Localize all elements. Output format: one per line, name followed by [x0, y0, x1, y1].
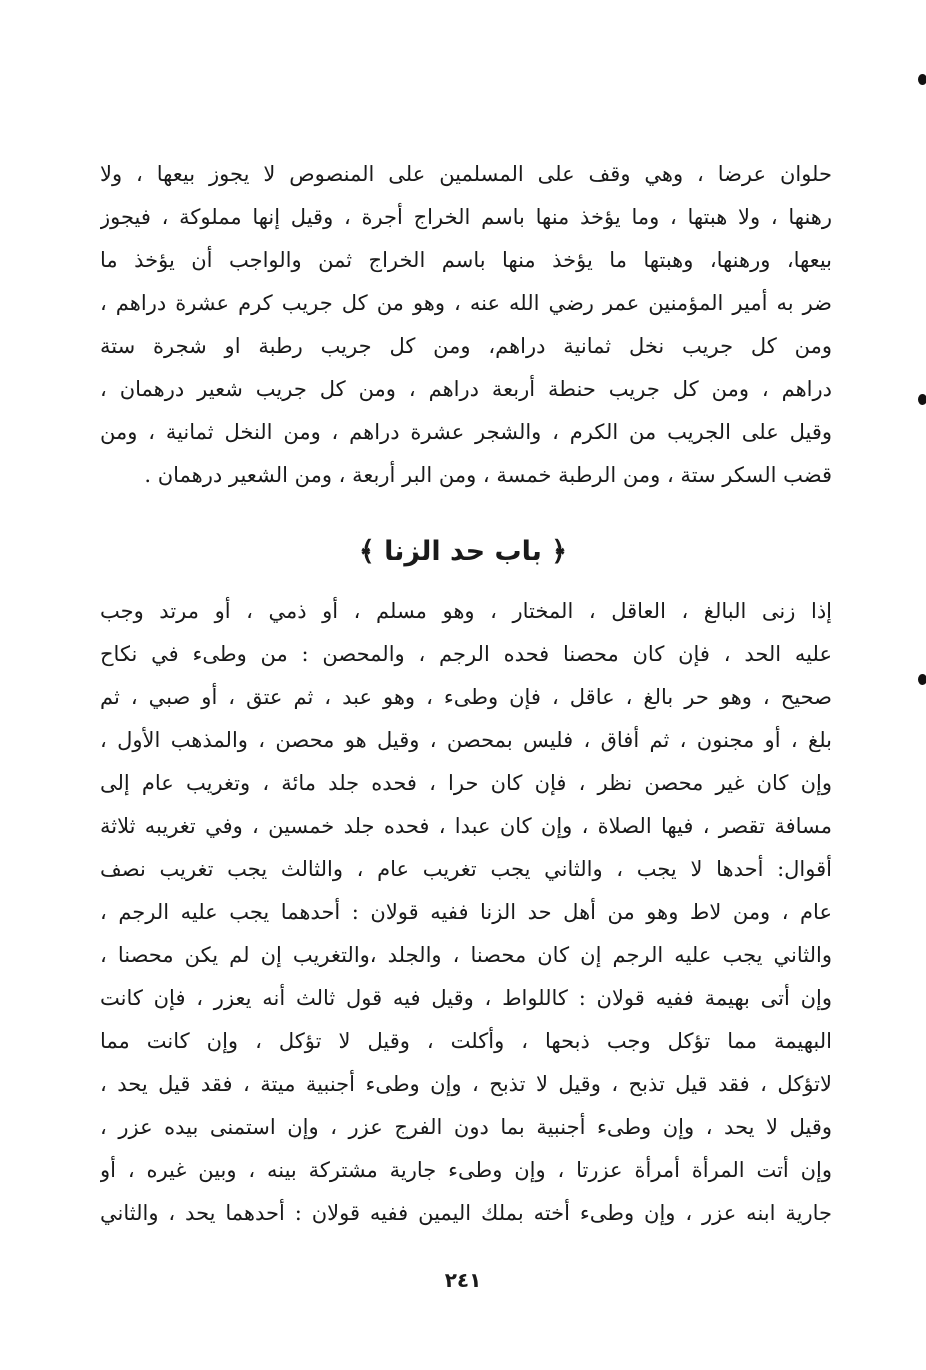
text-line: ضر به أمير المؤمنين عمر رضي الله عنه ، وهو من كل جريب كرم عشرة دراهم ، [100, 291, 832, 315]
text-line: وإن أتى بهيمة ففيه قولان : كاللواط ، وقيل فيه قول ثالث أنه يعزر ، فإن كانت [100, 986, 832, 1010]
text-line: دراهم ، ومن كل جريب حنطة أربعة دراهم ، ومن كل جريب شعير درهمان ، [100, 377, 832, 401]
text-line: ومن كل جريب نخل ثمانية دراهم، ومن كل جريب رطبة او شجرة ستة [100, 334, 832, 358]
text-line: والثاني يجب عليه الرجم إن كان محصنا ، والجلد ،والتغريب إن لم يكن محصنا ، [100, 943, 832, 967]
text-line: وقيل على الجريب من الكرم ، والشجر عشرة دراهم ، ومن النخل ثمانية ، ومن [100, 420, 832, 444]
text-line: البهيمة مما تؤكل وجب ذبحها ، وأكلت ، وقيل لا تؤكل ، وإن كانت مما [100, 1029, 832, 1053]
text-line: قضب السكر ستة ، ومن الرطبة خمسة ، ومن البر أربعة ، ومن الشعير درهمان . [144, 463, 832, 487]
paragraph-kharaj [100, 153, 832, 497]
text-line: مسافة تقصر ، فيها الصلاة ، وإن كان عبدا ، فحده جلد خمسين ، وفي تغريبه ثلاثة [100, 814, 832, 838]
text-line: وإن كان غير محصن نظر ، فإن كان حرا ، فحده جلد مائة ، وتغريب عام إلى [100, 771, 832, 795]
text-line: أقوال: أحدها لا يجب ، والثاني يجب تغريب عام ، والثالث يجب تغريب نصف [100, 857, 832, 881]
page-number: ٢٤١ [444, 1268, 482, 1292]
paragraph-zina [100, 590, 832, 1235]
text-line: رهنها ، ولا هبتها ، وما يؤخذ منها باسم الخراج أجرة ، وقيل إنها مملوكة ، فيجوز [100, 205, 832, 229]
text-line: بلغ ، أو مجنون ، ثم أفاق ، فليس بمحصن ، وقيل هو محصن ، والمذهب الأول ، [100, 728, 832, 752]
text-line: وإن أتت المرأة أمرأة عزرتا ، وإن وطىء جارية مشتركة بينه ، وبين غيره ، أو [100, 1158, 832, 1182]
text-line: إذا زنى البالغ ، العاقل ، المختار ، وهو مسلم ، أو ذمي ، أو مرتد وجب [100, 599, 832, 623]
text-line: بيعها، ورهنها، وهبتها ما يؤخذ منها باسم الخراج ثمن والواجب أن يؤخذ ما [100, 248, 832, 272]
margin-dot [918, 74, 926, 85]
text-line: عليه الحد ، فإن كان محصنا فحده الرجم ، والمحصن : من وطىء في نكاح [100, 642, 832, 666]
text-line: وقيل لا يحد ، وإن وطىء أجنبية بما دون الفرج عزر ، وإن استمنى بيده عزر ، [100, 1115, 832, 1139]
section-title: ﴿ باب حد الزنا ﴾ [358, 536, 568, 567]
text-line: حلوان عرضا ، وهي وقف على المسلمين على المنصوص لا يجوز بيعها ، ولا [100, 162, 832, 186]
text-line: صحيح ، وهو حر بالغ ، عاقل ، فإن وطىء ، وهو عبد ، ثم عتق ، أو صبي ، ثم [100, 685, 832, 709]
text-line: عام ، ومن لاط وهو من أهل حد الزنا ففيه قولان : أحدهما يجب عليه الرجم ، [100, 900, 832, 924]
margin-dot [918, 674, 926, 685]
text-line: جارية ابنه عزر ، وإن وطىء أخته بملك اليمين ففيه قولان : أحدهما يحد ، والثاني [100, 1201, 832, 1225]
text-line: لاتؤكل ، فقد قيل تذبح ، وقيل لا تذبح ، وإن وطىء أجنبية ميتة ، فقد قيل يحد ، [100, 1072, 832, 1096]
margin-dot [918, 394, 926, 405]
